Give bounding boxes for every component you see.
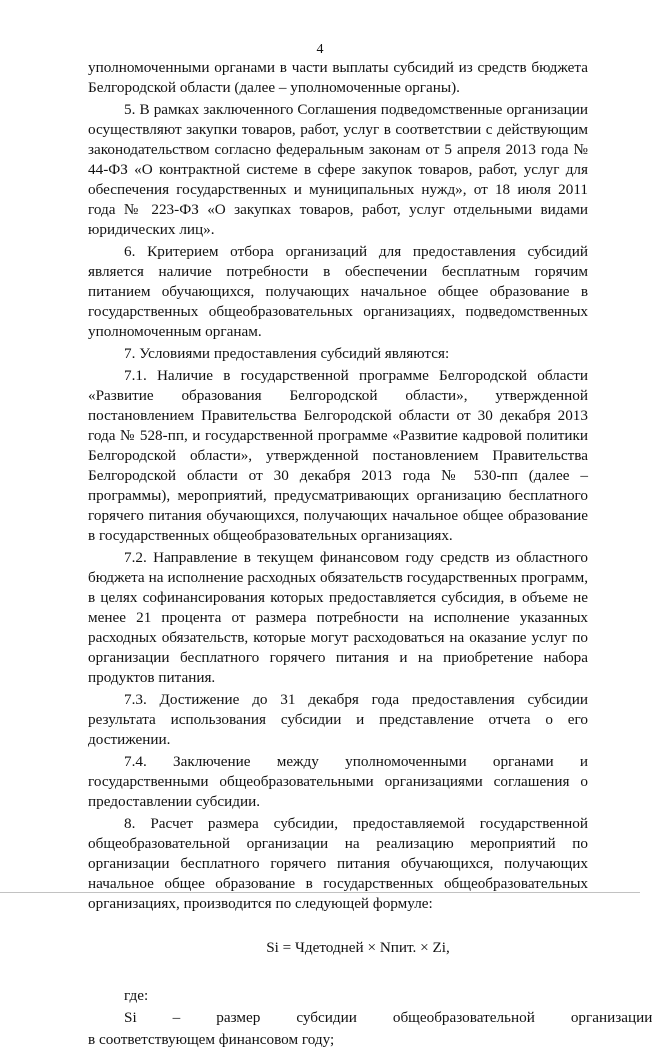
si-word: субсидии — [296, 1009, 357, 1026]
paragraph-continuation: уполномоченными органами в части выплаты субсидий из средств бюджета Белгородской области (далее – уполномоченные органы). — [88, 59, 588, 96]
page-number: 4 — [316, 42, 324, 57]
paragraph-8: 8. Расчет размера субсидии, предоставляемой государственной общеобразовательной организации на реализацию мероприятий по организации бесплатного горячего питания обучающихся, получающих начальное общее образование в государственных общеобразовательных организациях, производится по следующей формуле: — [88, 815, 588, 912]
where-label: где: — [124, 987, 149, 1004]
si-word: общеобразовательной — [392, 1009, 535, 1026]
si-word: размер — [216, 1009, 261, 1026]
paragraph-7-3: 7.3. Достижение до 31 декабря года предоставления субсидии результата использования субсидии и представление отчета о его достижении. — [88, 691, 588, 748]
paragraph-7-1: 7.1. Наличие в государственной программе Белгородской области «Развитие образования Белгородской области», утвержденной постановлением Правительства Белгородской области от 30 декабря 2013 года № 528-пп, и государственной программе «Развитие кадровой политики Белгородской области», утвержденной постановлением Правительства Белгородской области от 30 декабря 2013 года № 530-пп (далее – программы), мероприятий, предусматривающих организацию бесплатного горячего питания обучающихся, получающих начальное общее образование в государственных общеобразовательных организациях. — [88, 367, 588, 544]
paragraph-7-4: 7.4. Заключение между уполномоченными органами и государственными общеобразовательными организациями соглашения о предоставлении субсидии. — [88, 753, 588, 810]
si-definition-continuation: в соответствующем финансовом году; — [88, 1031, 335, 1048]
si-dash: – — [172, 1009, 181, 1026]
paragraph-6: 6. Критерием отбора организаций для предоставления субсидий является наличие потребности в обеспечении бесплатным горячим питанием обучающихся, получающих начальное общее образование в государственных общеобразовательных организациях, подведомственных уполномоченным органам. — [88, 243, 588, 340]
paragraph-7: 7. Условиями предоставления субсидий являются: — [124, 345, 450, 362]
si-word: организации — [570, 1009, 652, 1026]
si-definition-line — [88, 1008, 652, 1028]
paragraph-7-2: 7.2. Направление в текущем финансовом году средств из областного бюджета на исполнение расходных обязательств государственных программ, в целях софинансирования которых предоставляется субсидия, в объеме не менее 21 процента от размера потребности на исполнение указанных расходных обязательств, которые могут расходоваться на оказание услуг по организации бесплатного горячего питания и на приобретение набора продуктов питания. — [88, 549, 588, 686]
document-body — [88, 58, 652, 1050]
si-symbol: Si — [124, 1009, 137, 1026]
paragraph-5: 5. В рамках заключенного Соглашения подведомственные организации осуществляют закупки товаров, работ, услуг в соответствии с действующим законодательством согласно федеральным законам от 5 апреля 2013 года № 44-ФЗ «О контрактной системе в сфере закупок товаров, работ, услуг для обеспечения государственных и муниципальных нужд», от 18 июля 2011 года № 223-ФЗ «О закупках товаров, работ, услуг отдельными видами юридических лиц». — [88, 101, 588, 238]
page-bottom-edge — [0, 892, 640, 893]
subsidy-formula: Si = Чдетодней × Nпит. × Zi, — [266, 939, 450, 956]
